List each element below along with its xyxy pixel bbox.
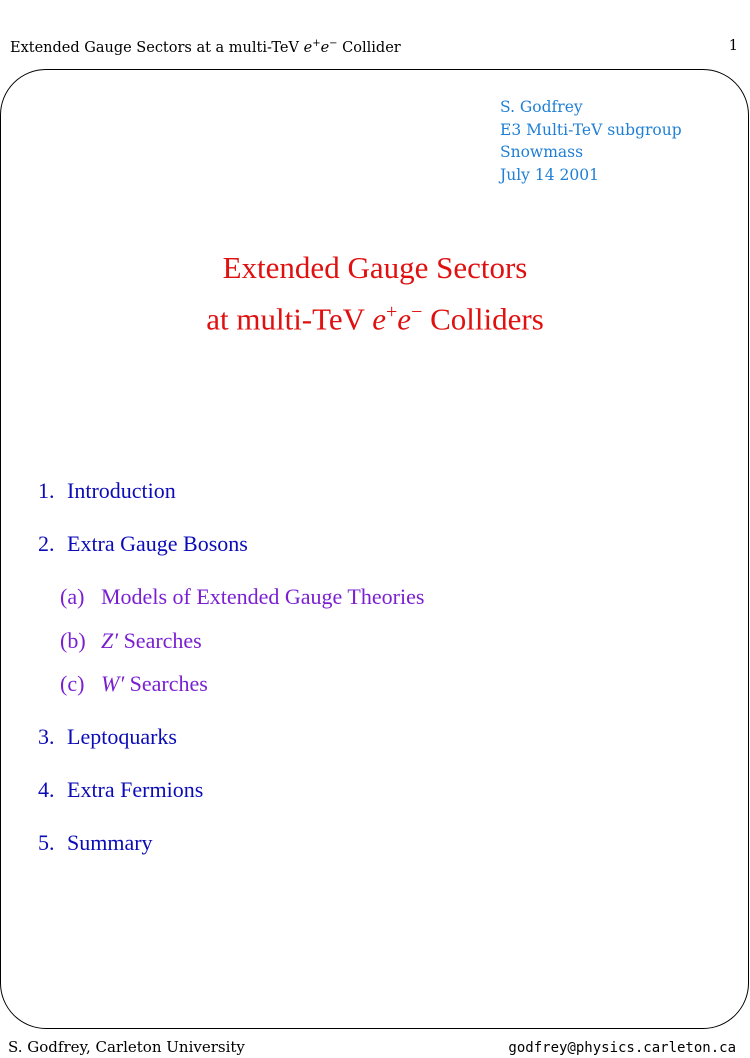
author-group: E3 Multi-TeV subgroup <box>500 120 682 139</box>
running-footer <box>8 1038 736 1058</box>
author-block <box>500 96 682 186</box>
footer-email: godfrey@physics.carleton.ca <box>508 1040 736 1056</box>
outline-item-introduction: 1. Introduction <box>38 478 176 503</box>
author-venue: Snowmass <box>500 143 584 161</box>
page-number: 1 <box>728 38 738 54</box>
running-header <box>10 38 738 58</box>
slide-title-line-2: at multi-TeV e+e− Colliders <box>206 301 544 337</box>
running-title: Extended Gauge Sectors at a multi-TeV e+e− Collider <box>10 38 401 56</box>
outline-item-extra-gauge-bosons: 2. Extra Gauge Bosons <box>38 531 248 556</box>
outline-item-extra-fermions: 4. Extra Fermions <box>38 777 204 802</box>
outline-item-leptoquarks: 3. Leptoquarks <box>38 724 177 749</box>
footer-affiliation: S. Godfrey, Carleton University <box>8 1038 245 1056</box>
outline-subitem-w-prime: (c) W′ Searches <box>60 671 208 696</box>
author-date: July 14 2001 <box>500 165 599 184</box>
author-name: S. Godfrey <box>500 98 583 116</box>
outline-subitem-models: (a) Models of Extended Gauge Theories <box>60 584 425 609</box>
slide-title-line-1: Extended Gauge Sectors <box>222 250 528 285</box>
outline-subitem-z-prime: (b) Z′ Searches <box>60 628 202 653</box>
outline-item-summary: 5. Summary <box>38 830 153 855</box>
